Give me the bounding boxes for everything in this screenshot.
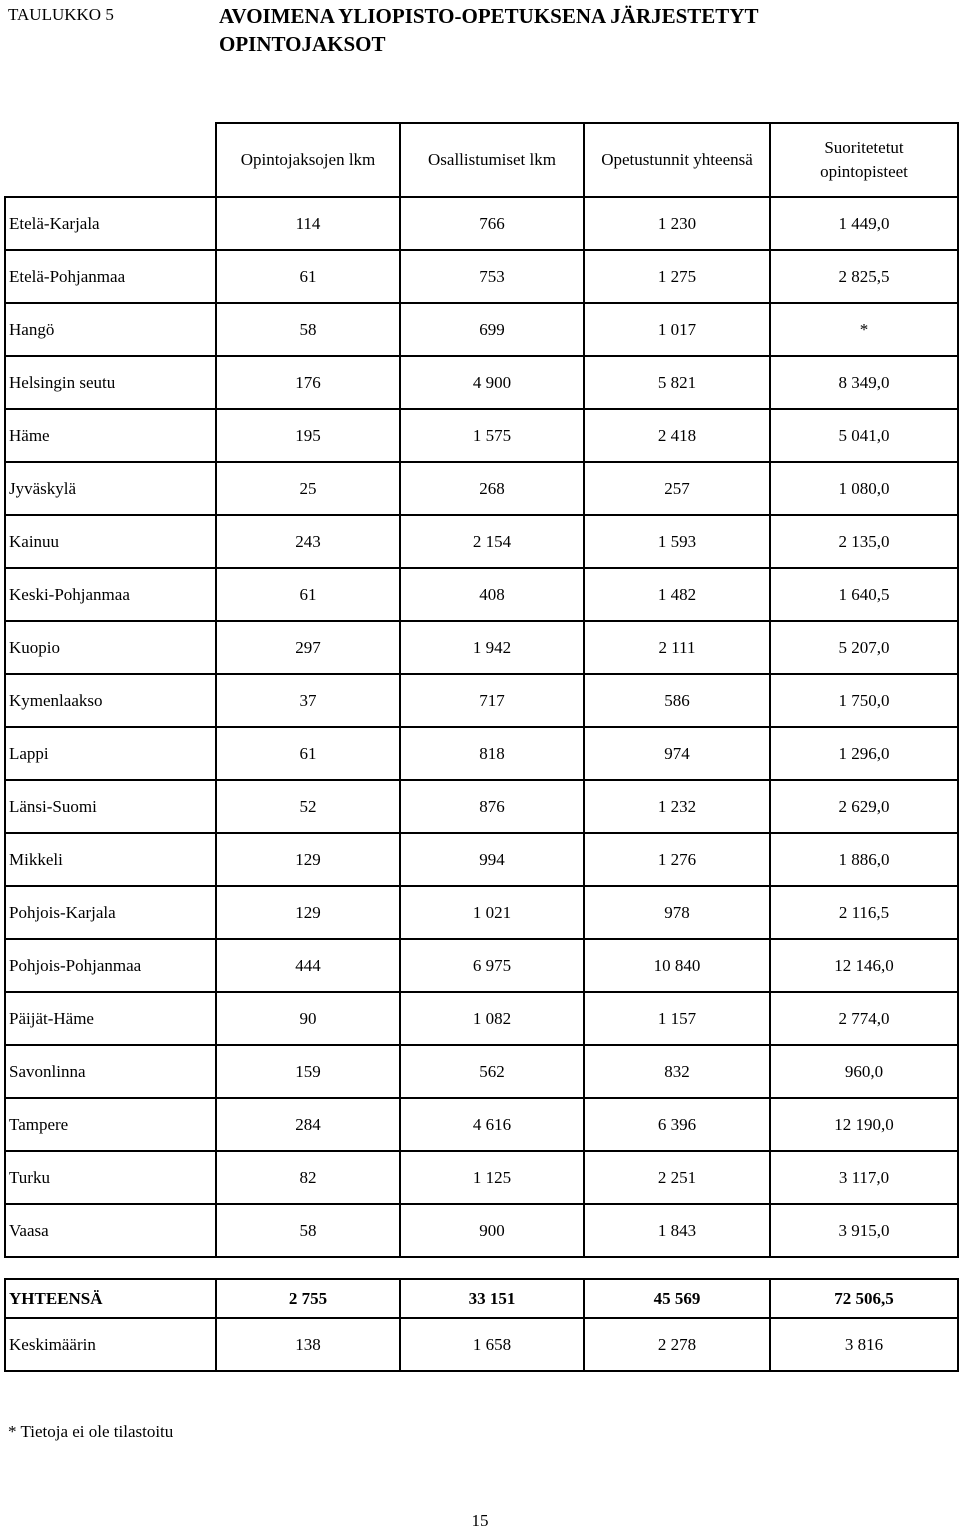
table-cell: 12 146,0 — [770, 939, 958, 992]
table-row — [5, 727, 958, 780]
column-header: Osallistumiset lkm — [400, 123, 584, 197]
table-cell: 129 — [216, 833, 400, 886]
column-header: Opetustunnit yhteensä — [584, 123, 770, 197]
table-cell: 1 230 — [584, 197, 770, 250]
data-table — [4, 122, 959, 1372]
table-row — [5, 409, 958, 462]
table-cell: 90 — [216, 992, 400, 1045]
table-cell: 717 — [400, 674, 584, 727]
row-label: Hangö — [5, 303, 216, 356]
table-cell: 408 — [400, 568, 584, 621]
table-cell: 1 942 — [400, 621, 584, 674]
table-cell: 2 774,0 — [770, 992, 958, 1045]
row-label: Kymenlaakso — [5, 674, 216, 727]
table-cell: 1 482 — [584, 568, 770, 621]
table-cell: 444 — [216, 939, 400, 992]
table-row — [5, 250, 958, 303]
row-label: Pohjois-Pohjanmaa — [5, 939, 216, 992]
page-number: 15 — [471, 1511, 489, 1530]
spacer-cell — [216, 1257, 400, 1279]
row-label: Keskimäärin — [5, 1318, 216, 1371]
table-cell: 1 886,0 — [770, 833, 958, 886]
table-cell: 753 — [400, 250, 584, 303]
table-cell: 297 — [216, 621, 400, 674]
table-cell: 960,0 — [770, 1045, 958, 1098]
table-cell: 2 278 — [584, 1318, 770, 1371]
table-row — [5, 1151, 958, 1204]
row-label: Häme — [5, 409, 216, 462]
table-cell: 2 135,0 — [770, 515, 958, 568]
table-row — [5, 674, 958, 727]
table-cell: 72 506,5 — [770, 1279, 958, 1318]
footnote: * Tietoja ei ole tilastoitu — [8, 1422, 174, 1441]
table-cell: 1 575 — [400, 409, 584, 462]
row-label: Turku — [5, 1151, 216, 1204]
table-label: TAULUKKO 5 — [8, 5, 114, 24]
table-cell: 1 296,0 — [770, 727, 958, 780]
table-cell: 61 — [216, 568, 400, 621]
table-row — [5, 303, 958, 356]
row-label: Vaasa — [5, 1204, 216, 1257]
header-row — [5, 123, 958, 197]
table-row — [5, 356, 958, 409]
spacer-cell — [584, 1257, 770, 1279]
table-cell: 8 349,0 — [770, 356, 958, 409]
table-cell: 586 — [584, 674, 770, 727]
row-label: Helsingin seutu — [5, 356, 216, 409]
table-row — [5, 992, 958, 1045]
table-cell: 5 207,0 — [770, 621, 958, 674]
table-cell: 25 — [216, 462, 400, 515]
table-cell: 1 275 — [584, 250, 770, 303]
table-cell: 129 — [216, 886, 400, 939]
row-label: Etelä-Pohjanmaa — [5, 250, 216, 303]
table-cell: 1 021 — [400, 886, 584, 939]
table-cell: 114 — [216, 197, 400, 250]
row-label: Länsi-Suomi — [5, 780, 216, 833]
table-cell: 3 117,0 — [770, 1151, 958, 1204]
table-cell: 2 154 — [400, 515, 584, 568]
table-cell: 257 — [584, 462, 770, 515]
table-cell: 994 — [400, 833, 584, 886]
table-cell: 2 629,0 — [770, 780, 958, 833]
row-label: YHTEENSÄ — [5, 1279, 216, 1318]
table-cell: 876 — [400, 780, 584, 833]
table-cell: 4 616 — [400, 1098, 584, 1151]
table-cell: 1 080,0 — [770, 462, 958, 515]
table-cell: * — [770, 303, 958, 356]
table-cell: 58 — [216, 1204, 400, 1257]
row-label: Etelä-Karjala — [5, 197, 216, 250]
page-title: AVOIMENA YLIOPISTO-OPETUKSENA JÄRJESTETYT OPINTOJAKSOT — [219, 4, 759, 56]
total-row — [5, 1279, 958, 1318]
row-label: Keski-Pohjanmaa — [5, 568, 216, 621]
table-cell: 6 396 — [584, 1098, 770, 1151]
row-label: Jyväskylä — [5, 462, 216, 515]
table-cell: 1 593 — [584, 515, 770, 568]
table-cell: 138 — [216, 1318, 400, 1371]
table-cell: 3 915,0 — [770, 1204, 958, 1257]
table-cell: 3 816 — [770, 1318, 958, 1371]
table-cell: 978 — [584, 886, 770, 939]
table-row — [5, 621, 958, 674]
table-cell: 284 — [216, 1098, 400, 1151]
table-cell: 33 151 — [400, 1279, 584, 1318]
table-cell: 58 — [216, 303, 400, 356]
table-row — [5, 462, 958, 515]
table-cell: 1 017 — [584, 303, 770, 356]
table-cell: 766 — [400, 197, 584, 250]
row-label: Savonlinna — [5, 1045, 216, 1098]
table-cell: 159 — [216, 1045, 400, 1098]
table-cell: 37 — [216, 674, 400, 727]
table-cell: 5 821 — [584, 356, 770, 409]
row-label: Kuopio — [5, 621, 216, 674]
row-label: Pohjois-Karjala — [5, 886, 216, 939]
table-cell: 974 — [584, 727, 770, 780]
table-cell: 562 — [400, 1045, 584, 1098]
table-cell: 1 125 — [400, 1151, 584, 1204]
table-cell: 1 658 — [400, 1318, 584, 1371]
table-cell: 1 157 — [584, 992, 770, 1045]
spacer-cell — [770, 1257, 958, 1279]
table-row — [5, 197, 958, 250]
table-cell: 2 251 — [584, 1151, 770, 1204]
table-cell: 82 — [216, 1151, 400, 1204]
row-label: Mikkeli — [5, 833, 216, 886]
table-cell: 176 — [216, 356, 400, 409]
table-row — [5, 568, 958, 621]
table-row — [5, 1045, 958, 1098]
table-row — [5, 939, 958, 992]
table-row — [5, 886, 958, 939]
table-row — [5, 1098, 958, 1151]
table-cell: 2 111 — [584, 621, 770, 674]
table-cell: 12 190,0 — [770, 1098, 958, 1151]
column-header: Opintojaksojen lkm — [216, 123, 400, 197]
table-cell: 1 276 — [584, 833, 770, 886]
table-cell: 818 — [400, 727, 584, 780]
row-label: Päijät-Häme — [5, 992, 216, 1045]
table-cell: 2 418 — [584, 409, 770, 462]
table-cell: 1 232 — [584, 780, 770, 833]
spacer-cell — [400, 1257, 584, 1279]
row-label: Tampere — [5, 1098, 216, 1151]
table-cell: 2 755 — [216, 1279, 400, 1318]
average-row — [5, 1318, 958, 1371]
table-cell: 52 — [216, 780, 400, 833]
column-header: Suoritetetut opintopisteet — [770, 123, 958, 197]
header-blank-cell — [5, 123, 216, 197]
table-cell: 61 — [216, 727, 400, 780]
table-cell: 1 449,0 — [770, 197, 958, 250]
row-label: Lappi — [5, 727, 216, 780]
table-cell: 6 975 — [400, 939, 584, 992]
table-cell: 61 — [216, 250, 400, 303]
table-cell: 5 041,0 — [770, 409, 958, 462]
table-cell: 1 843 — [584, 1204, 770, 1257]
table-cell: 699 — [400, 303, 584, 356]
table-cell: 1 750,0 — [770, 674, 958, 727]
spacer-row — [5, 1257, 958, 1279]
table-row — [5, 515, 958, 568]
table-cell: 10 840 — [584, 939, 770, 992]
table-row — [5, 833, 958, 886]
table-cell: 4 900 — [400, 356, 584, 409]
table-cell: 2 825,5 — [770, 250, 958, 303]
table-cell: 1 082 — [400, 992, 584, 1045]
table-cell: 195 — [216, 409, 400, 462]
table-cell: 268 — [400, 462, 584, 515]
table-cell: 45 569 — [584, 1279, 770, 1318]
row-label: Kainuu — [5, 515, 216, 568]
table-cell: 1 640,5 — [770, 568, 958, 621]
spacer-cell — [5, 1257, 216, 1279]
table-row — [5, 1204, 958, 1257]
table-row — [5, 780, 958, 833]
table-cell: 832 — [584, 1045, 770, 1098]
table-cell: 243 — [216, 515, 400, 568]
table-cell: 2 116,5 — [770, 886, 958, 939]
table-cell: 900 — [400, 1204, 584, 1257]
